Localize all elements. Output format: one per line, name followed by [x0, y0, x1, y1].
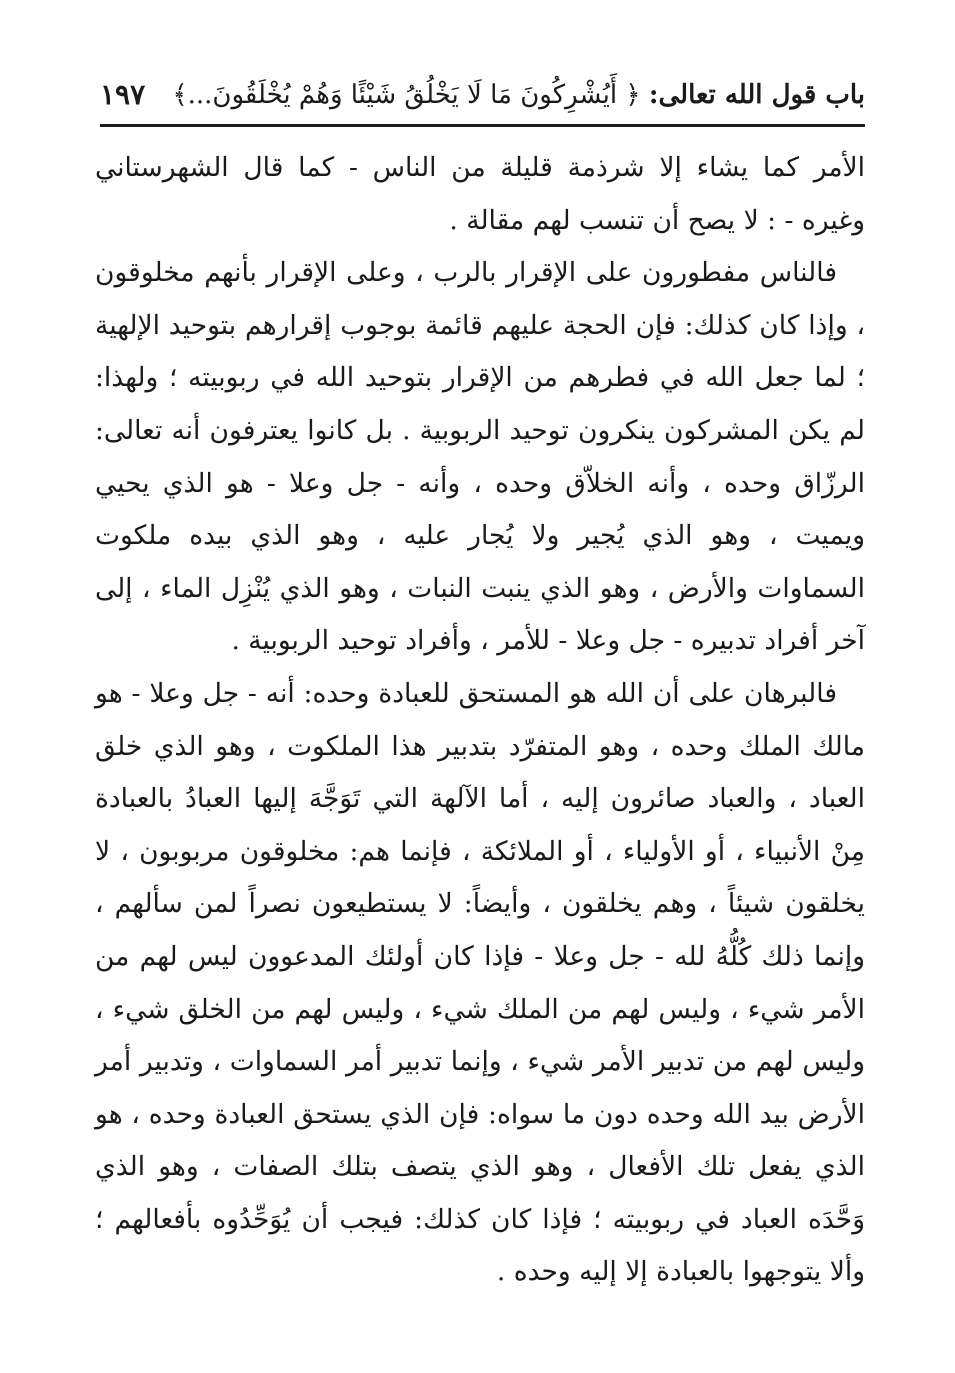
paragraph: الأمر كما يشاء إلا شرذمة قليلة من الناس - كما قال الشهرستاني وغيره - : لا يصح أن تنسب لهم مقالة .	[95, 152, 865, 236]
page-number: ١٩٧	[100, 78, 146, 111]
chapter-title-verse: ﴿ أَيُشْرِكُونَ مَا لَا يَخْلُقُ شَيْئًا وَهُمْ يُخْلَقُونَ...﴾	[172, 80, 649, 110]
paragraph: فالبرهان على أن الله هو المستحق للعبادة وحده: أنه - جل وعلا - هو مالك الملك وحده ، وهو المتفرّد بتدبير هذا الملكوت ، وهو الذي خلق العباد ، والعباد صائرون إليه ، أما الآلهة التي تَوَجَّهَ إليها العبادُ بالعبادة مِنْ الأنبياء ، أو الأولياء ، أو الملائكة ، فإنما هم: مخلوقون مربوبون ، لا يخلقون شيئاً ، وهم يخلقون ، وأيضاً: لا يستطيعون نصراً لمن سألهم ، وإنما ذلك كُلُّهُ لله - جل وعلا - فإذا كان أولئك المدعوون ليس لهم من الأمر شيء ، وليس لهم من الملك شيء ، وليس لهم من الخلق شيء ، وليس لهم من تدبير الأمر شيء ، وإنما تدبير أمر السماوات ، وتدبير أمر الأرض بيد الله وحده دون ما سواه: فإن الذي يستحق العبادة وحده ، هو الذي يفعل تلك الأفعال ، وهو الذي يتصف بتلك الصفات ، وهو الذي وَحَّدَه العباد في ربوبيته ؛ فإذا كان كذلك: فيجب أن يُوَحِّدُوه بأفعالهم ؛ وألا يتوجهوا بالعبادة إلا إليه وحده .	[95, 677, 865, 1288]
chapter-title-prefix: باب قول الله تعالى:	[648, 80, 865, 110]
running-header	[100, 70, 865, 120]
chapter-title	[172, 70, 865, 120]
paragraph: فالناس مفطورون على الإقرار بالرب ، وعلى الإقرار بأنهم مخلوقون ، وإذا كان كذلك: فإن الحجة عليهم قائمة بوجوب إقرارهم بتوحيد الإلهية ؛ لما جعل الله في فطرهم من الإقرار بتوحيد الله في ربوبيته ؛ ولهذا: لم يكن المشركون ينكرون توحيد الربوبية . بل كانوا يعترفون أنه تعالى: الرزّاق وحده ، وأنه الخلاّق وحده ، وأنه - جل وعلا - هو الذي يحيي ويميت ، وهو الذي يُجير ولا يُجار عليه ، وهو الذي بيده ملكوت السماوات والأرض ، وهو الذي ينبت النبات ، وهو الذي يُنْزِل الماء ، إلى آخر أفراد تدبيره - جل وعلا - للأمر ، وأفراد توحيد الربوبية .	[95, 257, 865, 657]
body-text	[95, 142, 865, 1299]
header-divider	[100, 124, 865, 127]
